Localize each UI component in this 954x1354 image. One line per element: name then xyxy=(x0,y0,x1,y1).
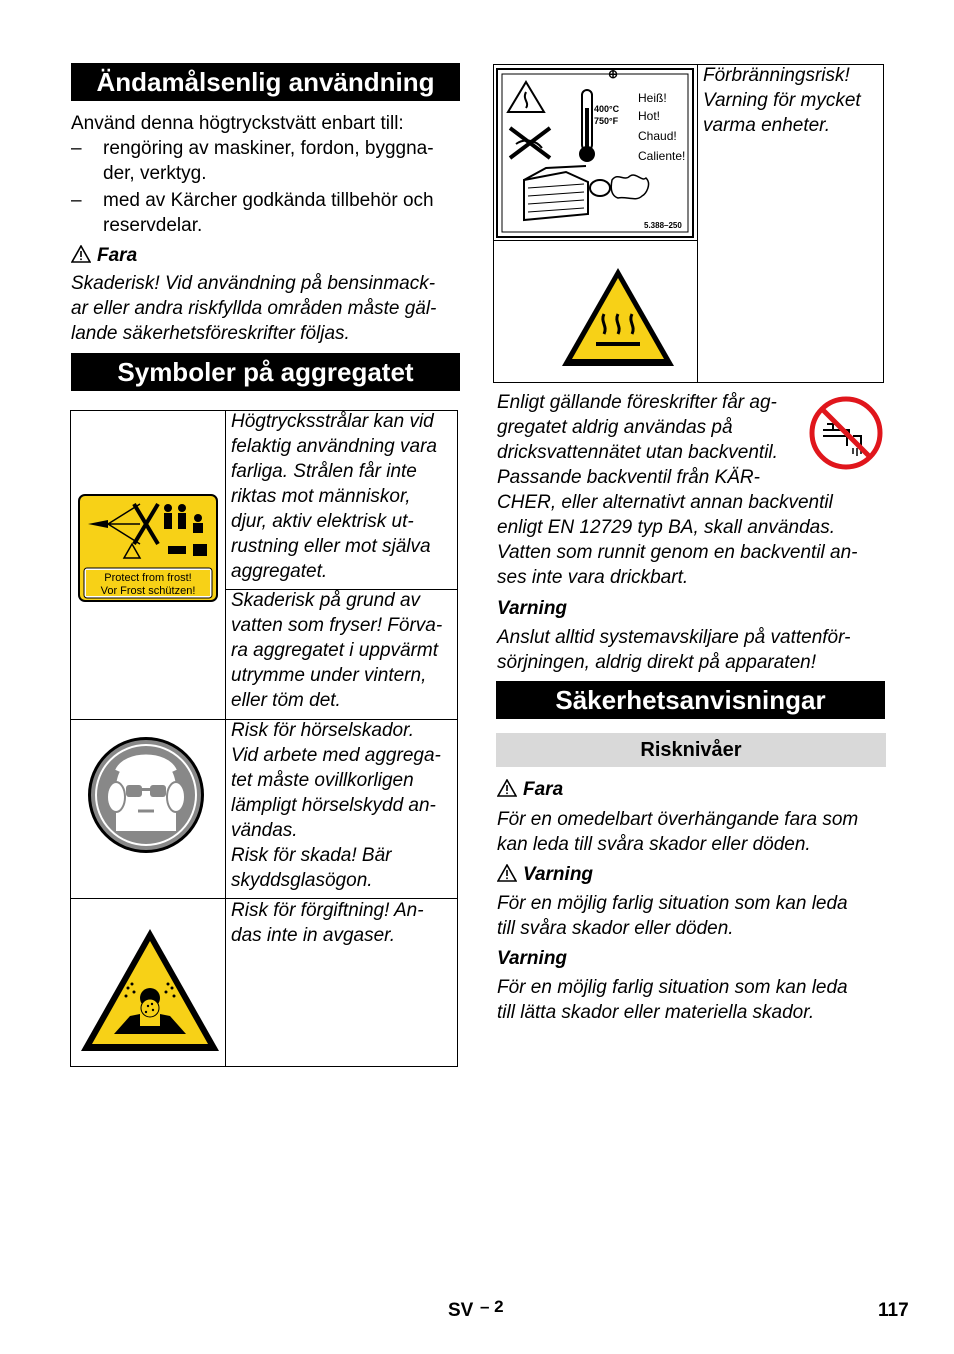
hot-word-de: Heiß! xyxy=(638,91,667,105)
fara-text-right: För en omedelbart överhängande fara som xyxy=(497,809,859,830)
fara-text-line: ar eller andra riskfyllda områden måste gäl- xyxy=(71,298,437,319)
toxic-gas-warning-icon xyxy=(78,926,222,1054)
svg-text:⊕: ⊕ xyxy=(608,68,619,81)
fara-label-left: Fara xyxy=(71,243,137,268)
hot-surface-label xyxy=(496,68,694,238)
varning-label-1: Varning xyxy=(497,598,568,619)
warning-triangle-icon xyxy=(497,779,517,797)
fara-text-right: kan leda till svåra skador eller döden. xyxy=(497,834,811,855)
varning-text-2: För en möjlig farlig situation som kan leda xyxy=(497,893,848,914)
heading-intended-use: Ändamålsenlig användning xyxy=(71,63,460,101)
heading-safety: Säkerhetsanvisningar xyxy=(496,681,885,719)
varning-text-2: till svåra skador eller döden. xyxy=(497,918,734,939)
hot-surface-warning-icon xyxy=(560,266,676,368)
footer-sub: – 2 xyxy=(480,1297,504,1316)
temp-f: 750°F xyxy=(594,116,619,126)
sign-code: 5.388–250 xyxy=(644,221,682,230)
fara-text-line: lande säkerhetsföreskrifter följas. xyxy=(71,323,350,344)
varning-text-1: sörjningen, aldrig direkt på apparaten! xyxy=(497,652,816,673)
bullet-mark: – xyxy=(71,190,82,211)
hot-word-fr: Chaud! xyxy=(638,129,677,143)
sign-frost-text-en: Protect from frost! xyxy=(104,572,192,584)
varning-label-2: Varning xyxy=(497,862,593,887)
subheading-risk-levels: Risknivåer xyxy=(496,733,886,767)
varning-label-3: Varning xyxy=(497,948,568,969)
warning-triangle-icon xyxy=(71,245,91,263)
fara-text-line: Skaderisk! Vid användning på bensinmack- xyxy=(71,273,436,294)
hearing-protection-icon xyxy=(86,735,206,855)
varning-text-3: För en möjlig farlig situation som kan leda xyxy=(497,977,848,998)
no-drinking-water-icon xyxy=(809,396,883,470)
bullet-1-line1: rengöring av maskiner, fordon, byggna- xyxy=(103,138,434,159)
heading-symbols: Symboler på aggregatet xyxy=(71,353,460,391)
bullet-2-line2: reservdelar. xyxy=(103,215,203,236)
intro-text: Använd denna högtryckstvätt enbart till: xyxy=(71,113,404,134)
fara-label-right: Fara xyxy=(497,777,563,802)
footer-lang: SV xyxy=(448,1300,474,1321)
varning-text-3: till lätta skador eller materiella skador. xyxy=(497,1002,815,1023)
high-pressure-sign xyxy=(78,494,218,602)
warning-triangle-icon xyxy=(497,864,517,882)
varning-text-1: Anslut alltid systemavskiljare på vattenför- xyxy=(497,627,851,648)
page-number: 117 xyxy=(878,1300,909,1321)
bullet-2-line1: med av Kärcher godkända tillbehör och xyxy=(103,190,434,211)
bullet-1-line2: der, verktyg. xyxy=(103,163,207,184)
temp-c: 400°C xyxy=(594,104,620,114)
hot-word-en: Hot! xyxy=(638,109,661,123)
hot-word-es: Caliente! xyxy=(638,149,686,163)
bullet-mark: – xyxy=(71,138,82,159)
sign-frost-text-de: Vor Frost schützen! xyxy=(100,585,196,597)
